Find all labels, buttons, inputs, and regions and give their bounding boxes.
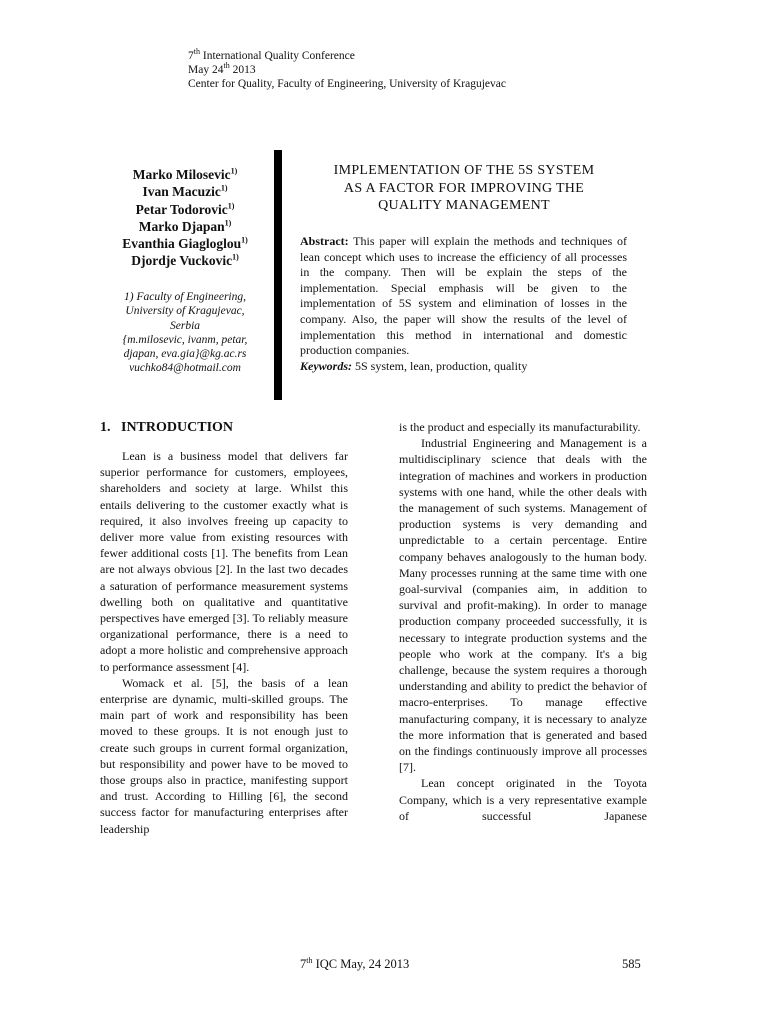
title-line: IMPLEMENTATION OF THE 5S SYSTEM [333, 163, 595, 178]
paragraph: Womack et al. [5], the basis of a lean enterprise are dynamic, multi-skilled groups. The main part of work and responsibility has been moved to these groups. It is not enough just to create such groups in current formal organization, but responsibility and power have to be moved to those groups also in practice, manifesting support and trust. According to Hilling [6], the second success factor for manufacturing enterprises after leadership [100, 675, 348, 836]
body-column-left [100, 448, 348, 837]
abstract-label: Abstract: [300, 234, 349, 248]
body-column-right [399, 419, 647, 824]
affiliation-email-line: vuchko84@hotmail.com [129, 362, 241, 375]
keywords [300, 359, 627, 375]
keywords-label: Keywords: [300, 358, 352, 373]
conference-header [188, 49, 506, 91]
abstract-body [300, 234, 627, 357]
affiliation-line: Serbia [169, 319, 201, 332]
vertical-divider-bar [274, 150, 282, 400]
author-name: Ivan Macuzic$^{1)}$ [142, 183, 228, 200]
conference-title: 7th International Quality Conference [188, 47, 355, 62]
affiliation-line: 1) Faculty of Engineering, [124, 291, 246, 303]
conference-date: May 24th 2013 [188, 61, 256, 76]
author-name: Petar Todorovic$^{1)}$ [135, 201, 235, 217]
paragraph: Lean concept originated in the Toyota Company, which is a very representative example of successful Japanese [399, 776, 647, 823]
title-line: QUALITY MANAGEMENT [378, 198, 550, 213]
affiliation-email-line: {m.milosevic, ivanm, petar, [122, 333, 248, 346]
conference-organizer: Center for Quality, Faculty of Engineering, University of Kragujevac [188, 78, 506, 90]
affiliation-block [100, 290, 270, 376]
affiliation-line: University of Kragujevac, [125, 305, 245, 318]
title-line: AS A FACTOR FOR IMPROVING THE [343, 180, 585, 196]
section-heading-introduction: 1. INTRODUCTION [100, 420, 234, 435]
author-name: Marko Milosevic$^{1)}$ [132, 166, 238, 182]
paragraph: Lean is a business model that delivers far superior performance for customers, employees, shareholders and society at large. Whilst this entails delivering to the customer exactly what is required, it also involves freeing up capacity to deliver more value from existing resources with fewer additional costs [1]. The benefits from Lean are not always obvious [2]. In the last two decades a saturation of performance measurement systems dwelling both on qualitative and quantitative perspectives have emerged [3]. To reliably measure organizational performance, there is a need to adopt a more holistic and comprehensive approach to performance assessment [4]. [100, 449, 348, 674]
paragraph: Industrial Engineering and Management is a multidisciplinary science that deals with the integration of machines and workers in production systems with one hand, while the other deals with the management of such systems. Management of production systems is very demanding and unpredictable to a certain percentage. Entire company behaves analogously to the human body. Many processes running at the same time with one goal-survival (companies aim, in addition to survival and profit-making). In order to manage production company proceeded successfully, it is necessary to integrate production systems and the people who work at the company. It's a big challenge, because the system requires a thorough understanding and ability to predict the behavior of macro-enterprises. To manage effective manufacturing company, it is necessary to analyze the more information that is generated and based on the findings continuously improve all processes [7]. [399, 436, 647, 775]
author-name: Djordje Vuckovic$^{1)}$ [131, 252, 239, 269]
keywords-text: 5S system, lean, production, quality [352, 358, 528, 373]
author-name: Marko Djapan$^{1)}$ [138, 218, 232, 234]
page-number: 585 [622, 957, 641, 971]
abstract [300, 234, 627, 374]
paragraph: is the product and especially its manufacturability. [399, 420, 641, 434]
affiliation-email-line: djapan, eva.gia}@kg.ac.rs [123, 348, 247, 361]
abstract-text: This paper will explain the methods and techniques of lean concept which uses to increase the efficiency of all processes in the company. Then will be explain the steps of the implementation. Special emphasis will be given to the implementation of 5S system and elimination of losses in the company. Also, the paper will show the results of the level of implementation this method in international and domestic production companies. [300, 234, 627, 358]
page-footer: 7th IQC May, 24 2013 [300, 955, 410, 971]
author-name: Evanthia Giagloglou$^{1)}$ [122, 235, 248, 252]
author-list [100, 166, 270, 270]
paper-title [300, 162, 628, 215]
